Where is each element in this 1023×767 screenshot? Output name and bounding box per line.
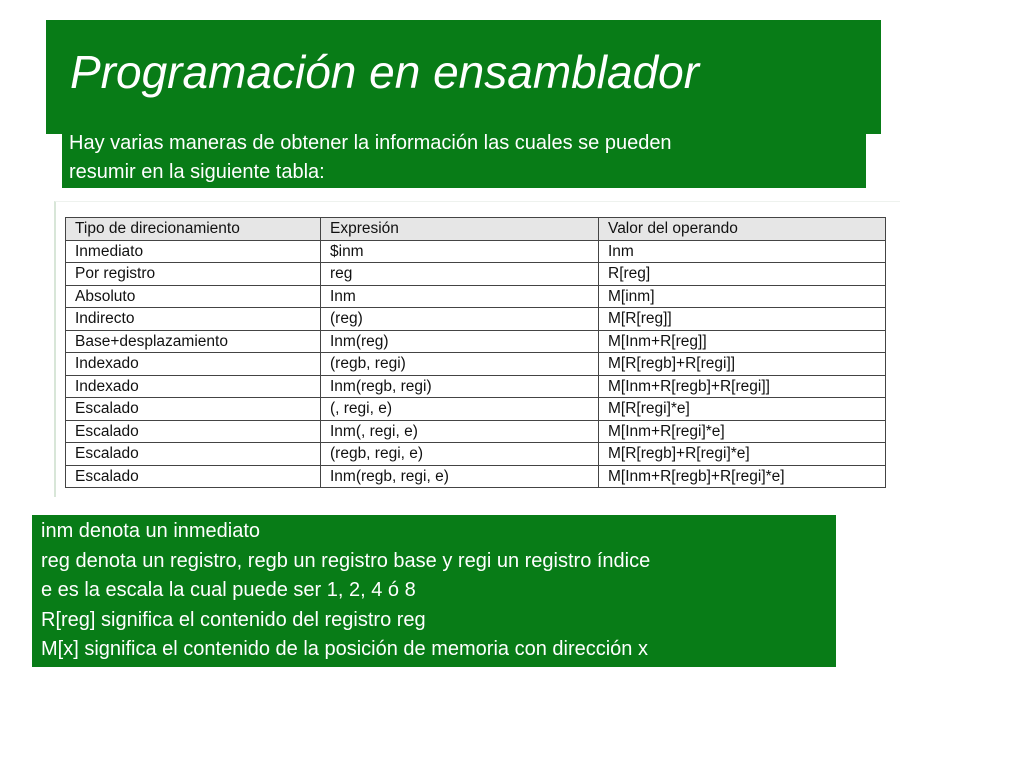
- note-line: R[reg] significa el contenido del registro reg: [41, 608, 426, 631]
- cell-valor: Inm: [599, 240, 886, 263]
- cell-valor: M[R[reg]]: [599, 308, 886, 331]
- column-header-valor: Valor del operando: [599, 218, 886, 241]
- cell-valor: M[inm]: [599, 285, 886, 308]
- note-line: inm denota un inmediato: [41, 520, 261, 542]
- table-row: [66, 308, 886, 331]
- cell-expresion: reg: [321, 263, 599, 286]
- intro-line: resumir en la siguiente tabla:: [69, 161, 325, 183]
- slide-title: Programación en ensamblador: [70, 46, 700, 98]
- cell-expresion: Inm(reg): [321, 330, 599, 353]
- table-header-row: [66, 218, 886, 241]
- cell-tipo: Escalado: [66, 398, 321, 421]
- addressing-modes-table: [65, 217, 886, 488]
- cell-valor: M[R[regi]*e]: [599, 398, 886, 421]
- cell-valor: M[R[regb]+R[regi]]: [599, 353, 886, 376]
- cell-expresion: (regb, regi, e): [321, 443, 599, 466]
- table-row: [66, 420, 886, 443]
- cell-expresion: (reg): [321, 308, 599, 331]
- cell-tipo: Indirecto: [66, 308, 321, 331]
- table-row: [66, 285, 886, 308]
- cell-valor: M[Inm+R[regb]+R[regi]*e]: [599, 465, 886, 488]
- table-row: [66, 263, 886, 286]
- table-body: [66, 240, 886, 488]
- cell-tipo: Escalado: [66, 443, 321, 466]
- cell-tipo: Base+desplazamiento: [66, 330, 321, 353]
- table-row: [66, 398, 886, 421]
- table-row: [66, 465, 886, 488]
- table-row: [66, 330, 886, 353]
- cell-tipo: Absoluto: [66, 285, 321, 308]
- table-row: [66, 240, 886, 263]
- cell-tipo: Escalado: [66, 465, 321, 488]
- cell-valor: M[R[regb]+R[regi]*e]: [599, 443, 886, 466]
- intro-line: Hay varias maneras de obtener la información las cuales se pueden: [69, 132, 672, 154]
- cell-tipo: Inmediato: [66, 240, 321, 263]
- cell-valor: M[Inm+R[regi]*e]: [599, 420, 886, 443]
- cell-expresion: (regb, regi): [321, 353, 599, 376]
- cell-tipo: Escalado: [66, 420, 321, 443]
- note-line: reg denota un registro, regb un registro base y regi un registro índice: [41, 549, 651, 572]
- note-line: M[x] significa el contenido de la posición de memoria con dirección x: [41, 638, 648, 660]
- cell-expresion: Inm(regb, regi, e): [321, 465, 599, 488]
- column-header-expresion: Expresión: [321, 218, 599, 241]
- cell-tipo: Por registro: [66, 263, 321, 286]
- cell-expresion: Inm(, regi, e): [321, 420, 599, 443]
- cell-expresion: $inm: [321, 240, 599, 263]
- cell-expresion: (, regi, e): [321, 398, 599, 421]
- cell-expresion: Inm: [321, 285, 599, 308]
- cell-valor: R[reg]: [599, 263, 886, 286]
- cell-expresion: Inm(regb, regi): [321, 375, 599, 398]
- table-row: [66, 443, 886, 466]
- table-row: [66, 375, 886, 398]
- intro-text-box: [62, 127, 866, 188]
- cell-valor: M[Inm+R[reg]]: [599, 330, 886, 353]
- note-line: e es la escala la cual puede ser 1, 2, 4 ó 8: [41, 579, 416, 601]
- cell-tipo: Indexado: [66, 353, 321, 376]
- cell-tipo: Indexado: [66, 375, 321, 398]
- notes-text-box: [32, 515, 836, 667]
- cell-valor: M[Inm+R[regb]+R[regi]]: [599, 375, 886, 398]
- column-header-tipo: Tipo de direcionamiento: [66, 218, 321, 241]
- table-row: [66, 353, 886, 376]
